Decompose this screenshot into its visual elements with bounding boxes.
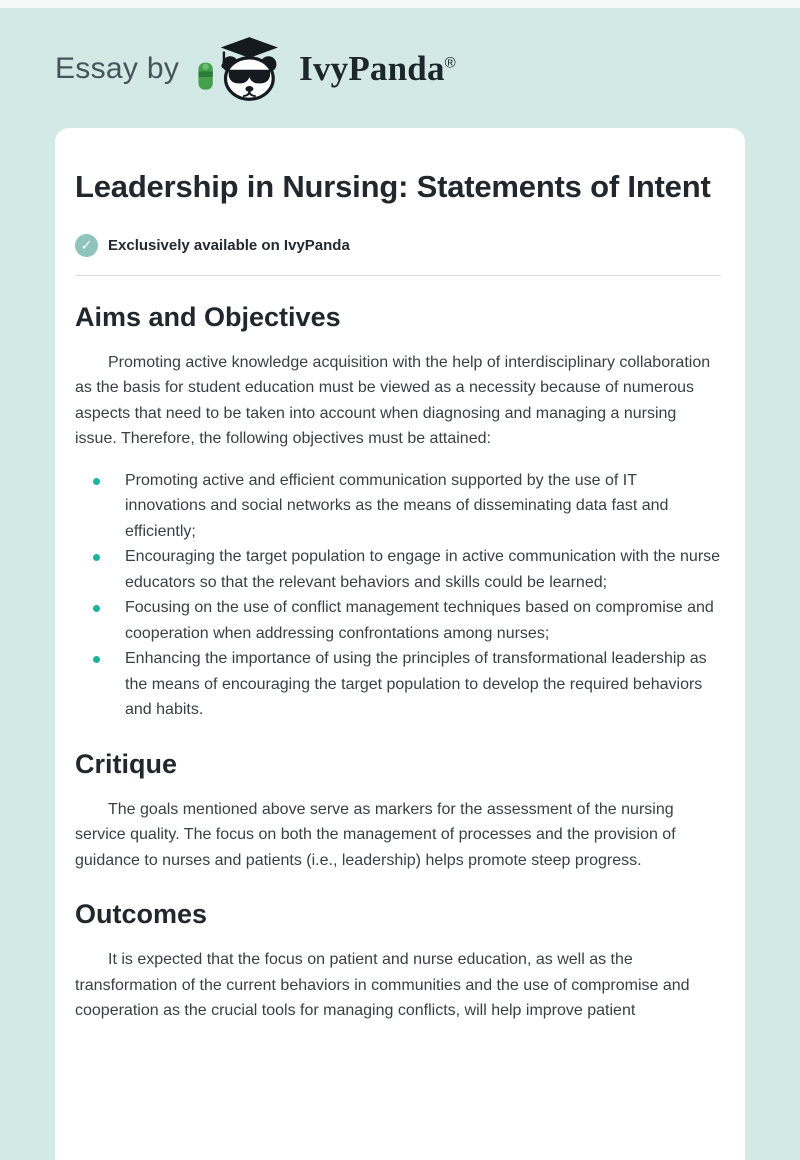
aims-intro-paragraph: Promoting active knowledge acquisition with the help of interdisciplinary collaboration as the basis for student education must be viewed as a necessity because of numerous aspects that need to be taken into account when diagnosing and managing a nursing issue. Therefore, the following objectives must be attained: bbox=[75, 353, 711, 448]
list-item bbox=[75, 544, 721, 595]
essay-title: Leadership in Nursing: Statements of Intent bbox=[75, 169, 711, 204]
check-icon: ✓ bbox=[75, 234, 98, 257]
bullet-dot-icon bbox=[93, 478, 100, 485]
panda-graduate-logo-icon bbox=[195, 34, 291, 104]
top-strip bbox=[0, 0, 800, 8]
bullet-dot-icon bbox=[93, 656, 100, 663]
critique-paragraph: The goals mentioned above serve as markers for the assessment of the nursing service quality. The focus on both the management of processes and the provision of guidance to nurses and patients (i.e., leadership) helps promote steep progress. bbox=[75, 800, 676, 869]
list-item-text: Enhancing the importance of using the principles of transformational leadership as the means of encouraging the target population to develop the required behaviors and habits. bbox=[125, 650, 707, 719]
site-header bbox=[0, 8, 800, 128]
list-item bbox=[75, 646, 721, 723]
list-item-text: Promoting active and efficient communication supported by the use of IT innovations and social networks as the means of disseminating data fast and efficiently; bbox=[125, 471, 669, 540]
list-item bbox=[75, 468, 721, 545]
availability-badge-label: Exclusively available on IvyPanda bbox=[108, 236, 350, 254]
section-heading-aims: Aims and Objectives bbox=[75, 301, 341, 332]
brand-text: IvyPanda bbox=[299, 49, 445, 88]
outcomes-paragraph: It is expected that the focus on patient and nurse education, as well as the transformation of the current behaviors in communities and the use of compromise and cooperation as the crucial tools for managing conflicts, will help improve patient bbox=[75, 951, 690, 1020]
list-item bbox=[75, 595, 721, 646]
essay-card bbox=[55, 128, 745, 1160]
availability-badge bbox=[75, 234, 721, 257]
ivypanda-logo-link[interactable] bbox=[195, 34, 456, 104]
registered-mark: ® bbox=[444, 54, 456, 72]
list-item-text: Focusing on the use of conflict management techniques based on compromise and cooperation when addressing confrontations among nurses; bbox=[125, 599, 714, 642]
bullet-dot-icon bbox=[93, 554, 100, 561]
divider bbox=[75, 275, 721, 276]
essay-by-label: Essay by bbox=[55, 52, 180, 85]
list-item-text: Encouraging the target population to engage in active communication with the nurse educators so that the relevant behaviors and skills could be learned; bbox=[125, 548, 721, 591]
section-heading-critique: Critique bbox=[75, 748, 178, 779]
brand-name bbox=[299, 49, 456, 89]
section-heading-outcomes: Outcomes bbox=[75, 899, 208, 930]
bullet-dot-icon bbox=[93, 605, 100, 612]
objectives-list bbox=[75, 468, 721, 723]
